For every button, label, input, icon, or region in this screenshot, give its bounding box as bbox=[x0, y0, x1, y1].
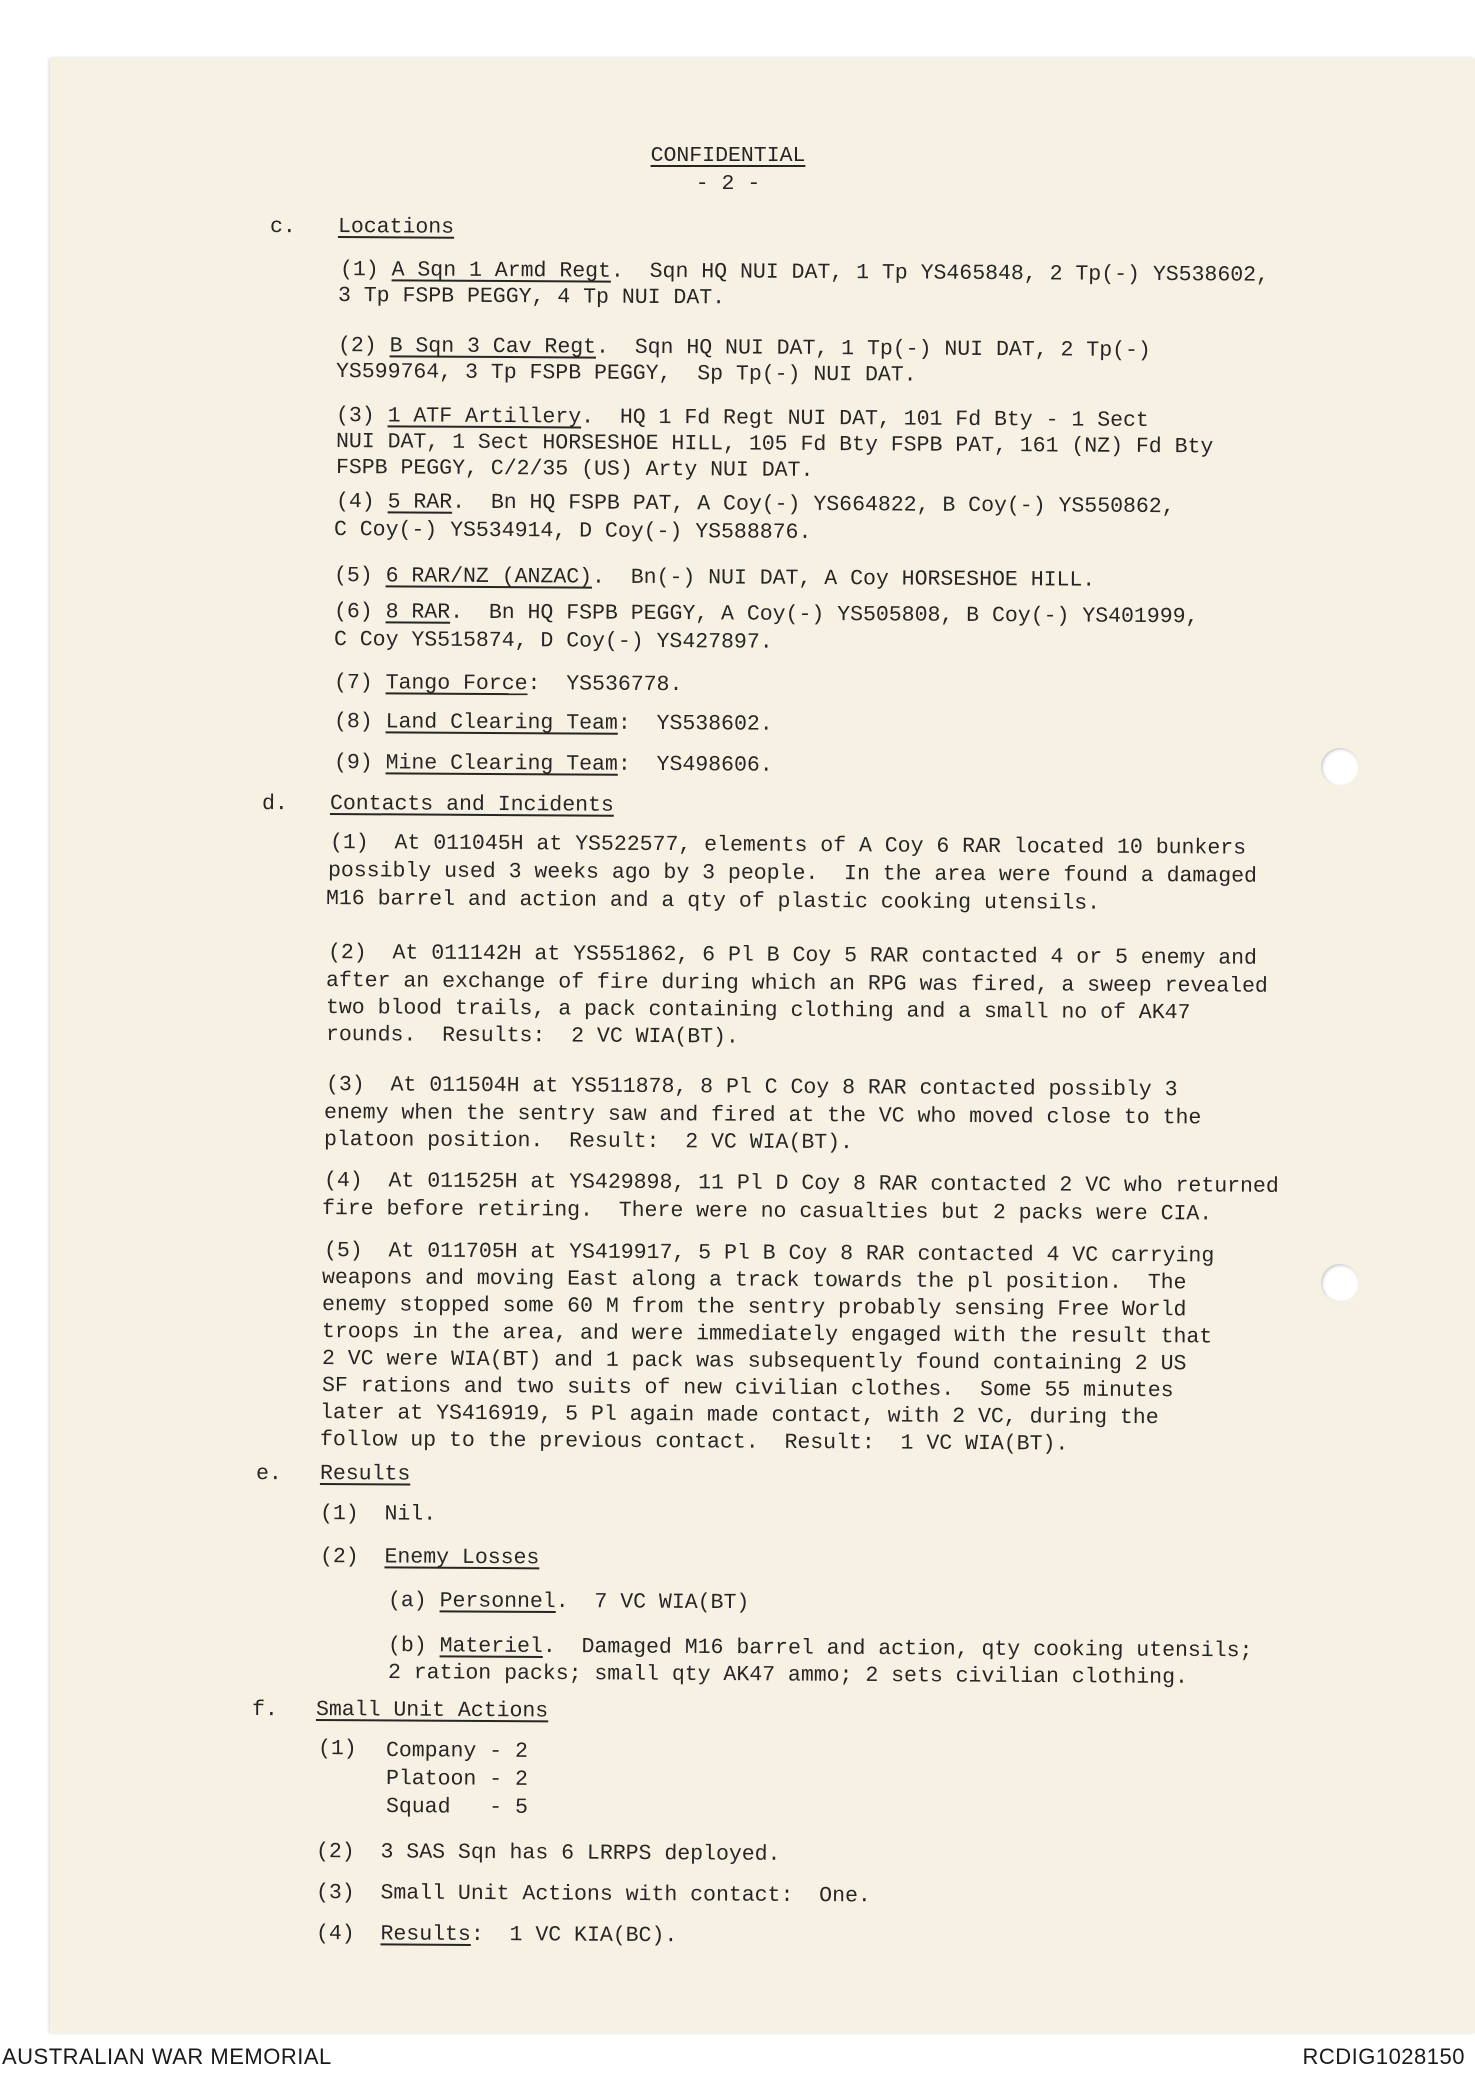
list-item bbox=[316, 1921, 677, 1950]
paragraph-line: 2 VC were WIA(BT) and 1 pack was subsequently found containing 2 US bbox=[321, 1347, 1187, 1377]
list-item bbox=[316, 1839, 781, 1869]
item-number: (4) bbox=[323, 1169, 363, 1194]
paragraph-line: enemy when the sentry saw and fired at the VC who moved close to the bbox=[323, 1101, 1202, 1131]
paragraph-item bbox=[330, 830, 1246, 863]
footer-institution: AUSTRALIAN WAR MEMORIAL bbox=[2, 2044, 332, 2069]
paragraph-line: At 011045H at YS522577, elements of A Coy 6 RAR located 10 bunkers bbox=[394, 831, 1247, 861]
subheading: Enemy Losses bbox=[384, 1545, 540, 1571]
item-text: . Sqn HQ NUI DAT, 1 Tp(-) NUI DAT, 2 Tp(-) bbox=[595, 335, 1151, 363]
item-number: (2) bbox=[327, 941, 367, 966]
item-continuation: YS599764, 3 Tp FSPB PEGGY, Sp Tp(-) NUI DAT. bbox=[335, 360, 917, 388]
paragraph-line: weapons and moving East along a track towards the pl position. The bbox=[321, 1266, 1187, 1296]
section-d-title: Contacts and Incidents bbox=[329, 792, 614, 818]
paragraph-line: two blood trails, a pack containing clothing and a small no of AK47 bbox=[325, 996, 1191, 1026]
subheading: Results bbox=[380, 1922, 471, 1947]
item-number: (3) bbox=[325, 1073, 365, 1098]
section-e-letter: e. bbox=[255, 1462, 282, 1487]
item-text: . Damaged M16 barrel and action, qty cooking utensils; bbox=[542, 1634, 1253, 1664]
list-item bbox=[334, 709, 773, 739]
item-number: (4) bbox=[335, 490, 375, 515]
item-continuation: NUI DAT, 1 Sect HORSESHOE HILL, 105 Fd Bty FSPB PAT, 161 (NZ) Fd Bty bbox=[335, 430, 1214, 460]
unit-name: 8 RAR bbox=[385, 600, 451, 625]
item-number: (2) bbox=[337, 334, 377, 359]
item-text: Small Unit Actions with contact: One. bbox=[380, 1881, 871, 1909]
paragraph-line: later at YS416919, 5 Pl again made contact, with 2 VC, during the bbox=[319, 1401, 1159, 1431]
item-number: (3) bbox=[335, 404, 375, 429]
item-text: : YS536778. bbox=[527, 672, 683, 698]
unit-name: B Sqn 3 Cav Regt bbox=[389, 334, 597, 360]
paragraph-line: SF rations and two suits of new civilian clothes. Some 55 minutes bbox=[321, 1374, 1174, 1404]
unit-name: 1 ATF Artillery bbox=[387, 404, 582, 430]
paragraph-line: follow up to the previous contact. Result: 1 VC WIA(BT). bbox=[319, 1428, 1069, 1457]
item-number: (5) bbox=[333, 564, 373, 589]
classification-header: CONFIDENTIAL bbox=[650, 144, 806, 168]
item-number: (2) bbox=[319, 1545, 359, 1570]
paragraph-line: platoon position. Result: 2 VC WIA(BT). bbox=[323, 1128, 854, 1156]
list-item bbox=[336, 489, 1175, 521]
unit-name: Mine Clearing Team bbox=[385, 751, 618, 777]
unit-name: Land Clearing Team bbox=[385, 710, 618, 736]
unit-name: Tango Force bbox=[385, 671, 528, 697]
paragraph-line: fire before retiring. There were no casualties but 2 packs were CIA. bbox=[321, 1197, 1213, 1227]
paragraph-line: At 011142H at YS551862, 6 Pl B Coy 5 RAR contacted 4 or 5 enemy and bbox=[392, 941, 1258, 971]
item-text: : YS538602. bbox=[617, 711, 773, 737]
list-item: Squad - 5 bbox=[385, 1795, 529, 1820]
list-item bbox=[316, 1880, 871, 1910]
paragraph-line: rounds. Results: 2 VC WIA(BT). bbox=[325, 1023, 739, 1050]
item-number: (9) bbox=[333, 751, 373, 776]
item-number: (1) bbox=[317, 1737, 357, 1762]
paragraph-line: possibly used 3 weeks ago by 3 people. In the area were found a damaged bbox=[327, 859, 1258, 889]
item-number: (5) bbox=[323, 1239, 363, 1264]
unit-name: 5 RAR bbox=[387, 490, 453, 515]
item-text: . Sqn HQ NUI DAT, 1 Tp YS465848, 2 Tp(-) YS538602, bbox=[610, 259, 1270, 288]
item-text: . 7 VC WIA(BT) bbox=[555, 1590, 750, 1616]
paragraph-item bbox=[328, 940, 1257, 973]
list-item: Company - 2 bbox=[385, 1739, 529, 1764]
sub-item bbox=[388, 1588, 749, 1617]
list-item bbox=[334, 563, 1095, 595]
item-number: (b) bbox=[387, 1634, 427, 1659]
section-f-title: Small Unit Actions bbox=[315, 1698, 549, 1724]
section-f-letter: f. bbox=[251, 1698, 278, 1723]
paragraph-line: enemy stopped some 60 M from the sentry probably sensing Free World bbox=[321, 1293, 1187, 1323]
unit-name: 6 RAR/NZ (ANZAC) bbox=[385, 564, 593, 590]
item-number: (1) bbox=[329, 831, 369, 856]
paragraph-line: M16 barrel and action and a qty of plastic cooking utensils. bbox=[325, 887, 1101, 916]
item-text: 3 SAS Sqn has 6 LRRPS deployed. bbox=[380, 1840, 781, 1867]
section-c-letter: c. bbox=[269, 215, 296, 240]
item-continuation: C Coy(-) YS534914, D Coy(-) YS588876. bbox=[333, 518, 812, 545]
item-continuation: 2 ration packs; small qty AK47 ammo; 2 sets civilian clothing. bbox=[387, 1661, 1188, 1690]
unit-name: A Sqn 1 Armd Regt bbox=[391, 258, 612, 284]
page-number: - 2 - bbox=[695, 172, 761, 196]
item-text: Nil. bbox=[384, 1502, 437, 1527]
subheading: Materiel bbox=[439, 1634, 543, 1659]
list-item: Platoon - 2 bbox=[385, 1767, 529, 1792]
item-number: (3) bbox=[315, 1881, 355, 1906]
paragraph-line: troops in the area, and were immediately engaged with the result that bbox=[321, 1320, 1213, 1350]
paragraph-line: At 011705H at YS419917, 5 Pl B Coy 8 RAR contacted 4 VC carrying bbox=[388, 1239, 1215, 1269]
subheading: Personnel bbox=[439, 1589, 556, 1615]
item-number: (1) bbox=[319, 1502, 359, 1527]
item-number: (8) bbox=[333, 710, 373, 735]
item-number: (6) bbox=[333, 600, 373, 625]
item-continuation: 3 Tp FSPB PEGGY, 4 Tp NUI DAT. bbox=[337, 284, 726, 311]
item-continuation: FSPB PEGGY, C/2/35 (US) Arty NUI DAT. bbox=[335, 456, 814, 483]
paragraph-line: after an exchange of fire during which an RPG was fired, a sweep revealed bbox=[325, 969, 1268, 999]
item-text: . Bn HQ FSPB PEGGY, A Coy(-) YS505808, B Coy(-) YS401999, bbox=[450, 600, 1199, 630]
footer-record-id: RCDIG1028150 bbox=[1302, 2044, 1465, 2069]
list-item bbox=[320, 1544, 540, 1572]
paragraph-item bbox=[326, 1072, 1178, 1104]
list-item bbox=[320, 1501, 436, 1529]
item-number: (2) bbox=[315, 1840, 355, 1865]
item-text: : 1 VC KIA(BC). bbox=[470, 1922, 678, 1949]
item-number: (7) bbox=[333, 671, 373, 696]
list-item bbox=[334, 750, 773, 780]
paragraph-line: At 011504H at YS511878, 8 Pl C Coy 8 RAR contacted possibly 3 bbox=[390, 1073, 1178, 1103]
list-item bbox=[334, 670, 683, 699]
item-continuation: C Coy YS515874, D Coy(-) YS427897. bbox=[333, 628, 773, 655]
section-e-title: Results bbox=[319, 1462, 411, 1487]
section-c-title: Locations bbox=[337, 215, 455, 240]
item-text: : YS498606. bbox=[617, 752, 773, 778]
item-text: . Bn HQ FSPB PAT, A Coy(-) YS664822, B Coy(-) YS550862, bbox=[452, 490, 1175, 520]
item-text: . HQ 1 Fd Regt NUI DAT, 101 Fd Bty - 1 Sect bbox=[581, 405, 1149, 433]
item-number: (1) bbox=[339, 258, 379, 283]
item-number: (a) bbox=[387, 1589, 427, 1614]
item-text: . Bn(-) NUI DAT, A Coy HORSESHOE HILL. bbox=[591, 565, 1096, 593]
paragraph-line: At 011525H at YS429898, 11 Pl D Coy 8 RAR contacted 2 VC who returned bbox=[388, 1169, 1279, 1199]
section-d-letter: d. bbox=[261, 792, 288, 817]
list-item bbox=[334, 599, 1199, 631]
item-number: (4) bbox=[315, 1922, 355, 1947]
